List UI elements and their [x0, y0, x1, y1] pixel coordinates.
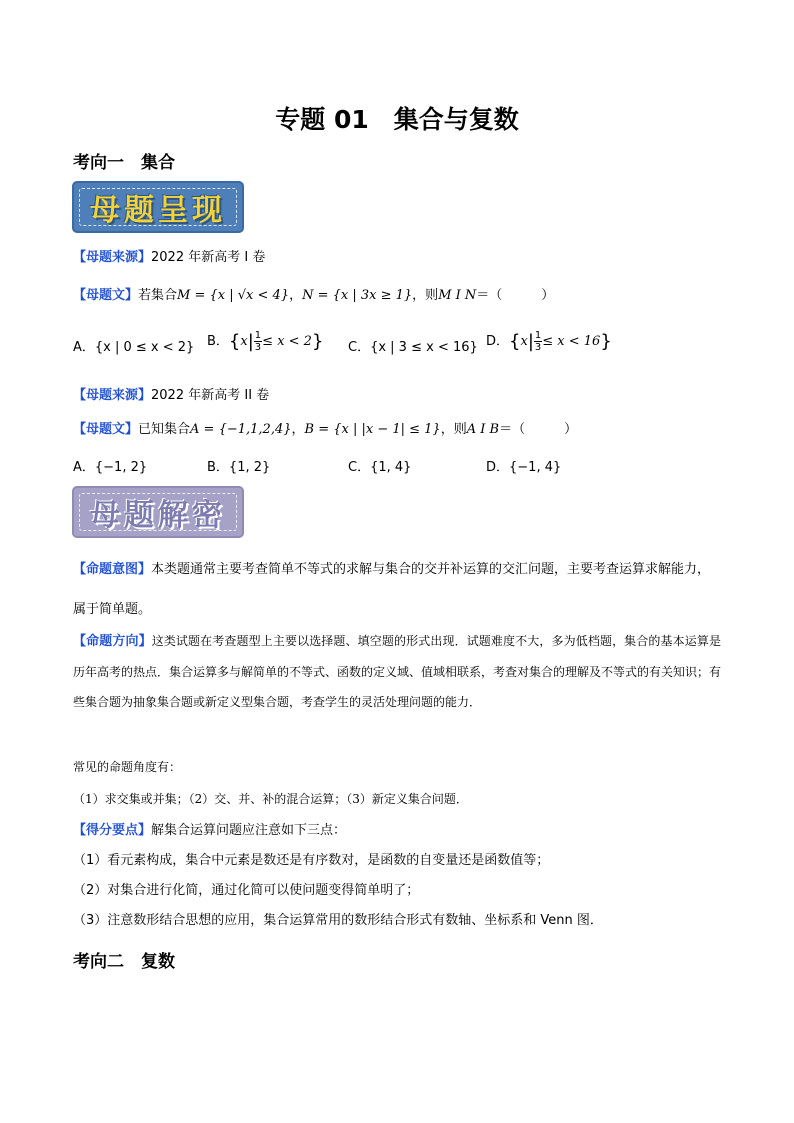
points-item: （1）看元素构成，集合中元素是数还是有序数对，是函数的自变量还是函数值等；	[73, 853, 550, 868]
fraction-one-third: $\frac{1}{3}$	[254, 330, 262, 353]
banner-text: 母题解密	[90, 498, 226, 533]
q1-option-a: A．{x | 0 ≤ x < 2}	[73, 340, 195, 355]
answer-blank: ＝（ ）	[499, 422, 578, 437]
direction-tag: 【命题方向】	[73, 634, 152, 649]
separator: ，	[289, 288, 303, 303]
question-ask: ，则	[412, 288, 439, 303]
set-a: A = {−1,1,2,4}	[190, 422, 292, 437]
source-text: 2022 年新高考 I 卷	[151, 250, 266, 265]
section-heading-complex: 考向二 复数	[73, 952, 175, 972]
q1-question	[73, 284, 554, 303]
question-text: 已知集合	[138, 422, 191, 437]
option-label: B．	[207, 334, 229, 349]
intent-tag: 【命题意图】	[73, 562, 152, 577]
q1-option-b: B．{x| $\frac{1}{3}$ ≤ x < 2}	[207, 330, 324, 353]
set-n: N = {x | 3x ≥ 1}	[302, 288, 413, 303]
question-tag: 【母题文】	[73, 422, 139, 437]
option-var: x	[520, 334, 528, 349]
question-tag: 【母题文】	[73, 288, 139, 303]
question-ask: ，则	[440, 422, 467, 437]
q2-question	[73, 418, 577, 437]
intent-text: 本类题通常主要考查简单不等式的求解与集合的交并补运算的交汇问题，主要考查运算求解能力，属于简单题。	[73, 562, 711, 617]
expression: M I N	[438, 288, 477, 303]
q1-option-c: C．{x | 3 ≤ x < 16}	[348, 340, 478, 355]
intent-paragraph	[73, 550, 721, 630]
points-intro: 解集合运算问题应注意如下三点：	[151, 823, 347, 838]
banner-text: 母题呈现	[90, 193, 226, 228]
points-item: （3）注意数形结合思想的应用，集合运算常用的数形结合形式有数轴、坐标系和 Venn 图．	[73, 913, 603, 928]
direction-text: 这类试题在考查题型上主要以选择题、填空题的形式出现．试题难度不大，多为低档题，集合的基本运算是历年高考的热点．集合运算多与解简单的不等式、函数的定义域、值域相联系，考查对集合的理解及不等式的有关知识；有些集合题为抽象集合题或新定义型集合题，考查学生的灵活处理问题的能力．	[73, 634, 722, 709]
q2-option-b: B．{1, 2}	[207, 460, 271, 475]
expression: A I B	[466, 422, 500, 437]
option-cond: ≤ x < 16	[542, 334, 601, 349]
section-heading-sets: 考向一 集合	[73, 153, 175, 173]
points-heading	[73, 816, 721, 846]
source-text: 2022 年新高考 II 卷	[151, 388, 270, 403]
source-tag: 【母题来源】	[73, 388, 152, 403]
q2-source	[73, 384, 269, 403]
set-m: M = {x | √x < 4}	[177, 288, 290, 303]
direction-paragraph	[73, 626, 721, 717]
page-title: 专题 01 集合与复数	[275, 105, 519, 134]
banner-mother-decode	[72, 486, 244, 538]
answer-blank: ＝（ ）	[476, 288, 555, 303]
set-b: B = {x | |x − 1| ≤ 1}	[304, 422, 441, 437]
separator: ，	[291, 422, 305, 437]
question-text: 若集合	[138, 288, 178, 303]
q2-option-d: D．{−1, 4}	[486, 460, 562, 475]
points-item: （2）对集合进行化简，通过化简可以使问题变得简单明了；	[73, 883, 420, 898]
q1-source	[73, 246, 265, 265]
banner-mother-question	[72, 181, 244, 233]
points-tag: 【得分要点】	[73, 823, 152, 838]
common-angles-list: （1）求交集或并集；（2）交、并、补的混合运算；（3）新定义集合问题．	[73, 792, 468, 806]
option-label: D．	[486, 334, 510, 349]
q2-option-c: C．{1, 4}	[348, 460, 412, 475]
q2-option-a: A．{−1, 2}	[73, 460, 148, 475]
option-var: x	[240, 334, 248, 349]
common-angles-label: 常见的命题角度有：	[73, 760, 182, 774]
fraction-one-third: $\frac{1}{3}$	[534, 330, 542, 353]
option-cond: ≤ x < 2	[262, 334, 312, 349]
source-tag: 【母题来源】	[73, 250, 152, 265]
q1-option-d: D．{x| $\frac{1}{3}$ ≤ x < 16}	[486, 330, 612, 353]
